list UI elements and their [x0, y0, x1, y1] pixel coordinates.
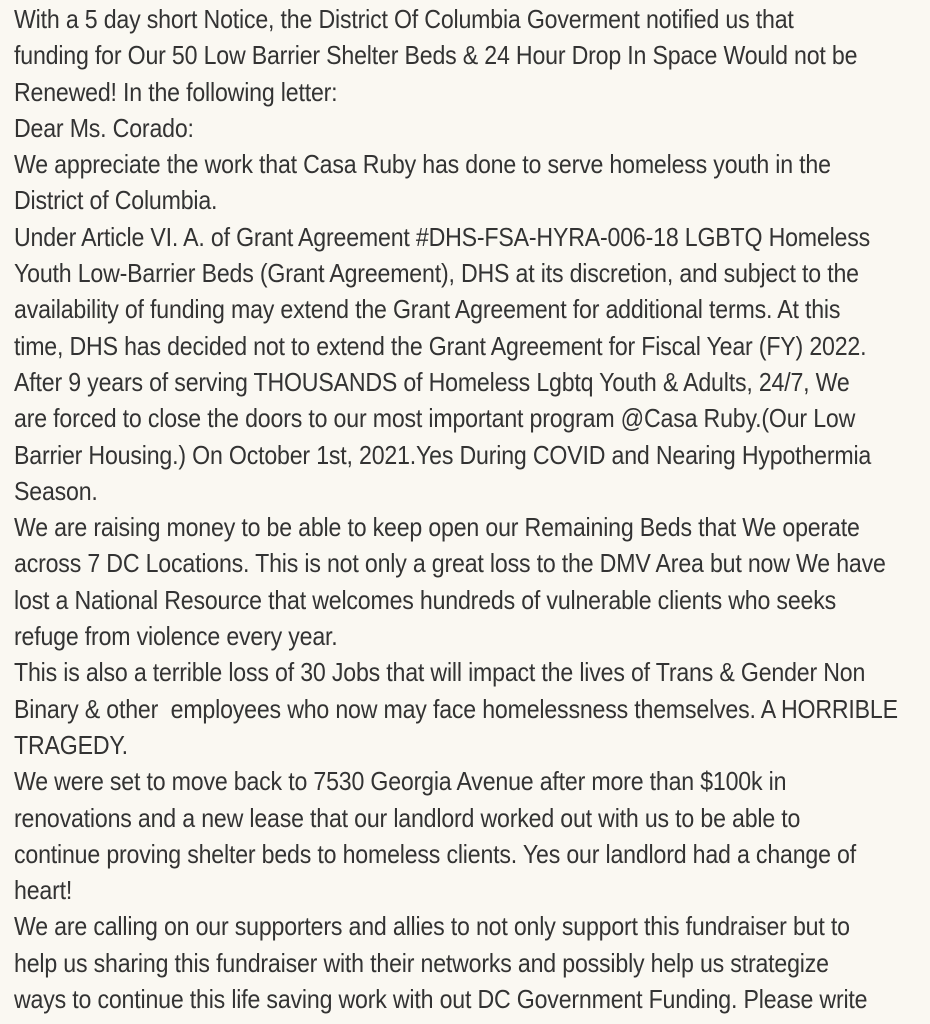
- text-line: time, DHS has decided not to extend the Grant Agreement for Fiscal Year (FY) 2022.: [14, 330, 867, 361]
- text-line: Season.: [14, 475, 98, 506]
- text-line: TRAGEDY.: [14, 729, 128, 760]
- text-line: After 9 years of serving THOUSANDS of Homeless Lgbtq Youth & Adults, 24/7, We: [14, 366, 850, 397]
- text-line: are forced to close the doors to our most important program @Casa Ruby.(Our Low: [14, 403, 856, 434]
- text-line: We appreciate the work that Casa Ruby has done to serve homeless youth in the: [14, 149, 831, 180]
- text-line: District of Columbia.: [14, 185, 218, 216]
- text-line: Binary & other employees who now may face homelessness themselves. A HORRIBLE: [14, 693, 898, 724]
- text-line: heart!: [14, 875, 73, 906]
- text-line: across 7 DC Locations. This is not only a great loss to the DMV Area but now We have: [14, 548, 886, 579]
- text-line: Barrier Housing.) On October 1st, 2021.Yes During COVID and Nearing Hypothermia: [14, 439, 872, 470]
- text-line: lost a National Resource that welcomes hundreds of vulnerable clients who seeks: [14, 584, 836, 615]
- campaign-description: [14, 1, 930, 1017]
- text-line: We are calling on our supporters and allies to not only support this fundraiser but to: [14, 911, 850, 942]
- text-line: help us sharing this fundraiser with their networks and possibly help us strategize: [14, 947, 829, 978]
- text-line: Renewed! In the following letter:: [14, 76, 338, 107]
- text-line: We were set to move back to 7530 Georgia Avenue after more than $100k in: [14, 766, 787, 797]
- text-line: renovations and a new lease that our landlord worked out with us to be able to: [14, 802, 801, 833]
- text-line: availability of funding may extend the Grant Agreement for additional terms. At this: [14, 294, 841, 325]
- text-line: With a 5 day short Notice, the District Of Columbia Goverment notified us that: [14, 4, 794, 34]
- text-line: funding for Our 50 Low Barrier Shelter Beds & 24 Hour Drop In Space Would not be: [14, 40, 858, 71]
- text-line: We are raising money to be able to keep open our Remaining Beds that We operate: [14, 512, 860, 543]
- text-line: Youth Low-Barrier Beds (Grant Agreement), DHS at its discretion, and subject to the: [14, 258, 859, 289]
- text-line: ways to continue this life saving work with out DC Government Funding. Please write: [14, 984, 868, 1015]
- text-line: refuge from violence every year.: [14, 621, 338, 652]
- text-line: Under Article VI. A. of Grant Agreement #DHS-FSA-HYRA-006-18 LGBTQ Homeless: [14, 221, 871, 252]
- text-line: continue proving shelter beds to homeless clients. Yes our landlord had a change of: [14, 838, 856, 869]
- text-line: This is also a terrible loss of 30 Jobs that will impact the lives of Trans & Gender Non: [14, 657, 866, 688]
- text-line: Dear Ms. Corado:: [14, 112, 194, 143]
